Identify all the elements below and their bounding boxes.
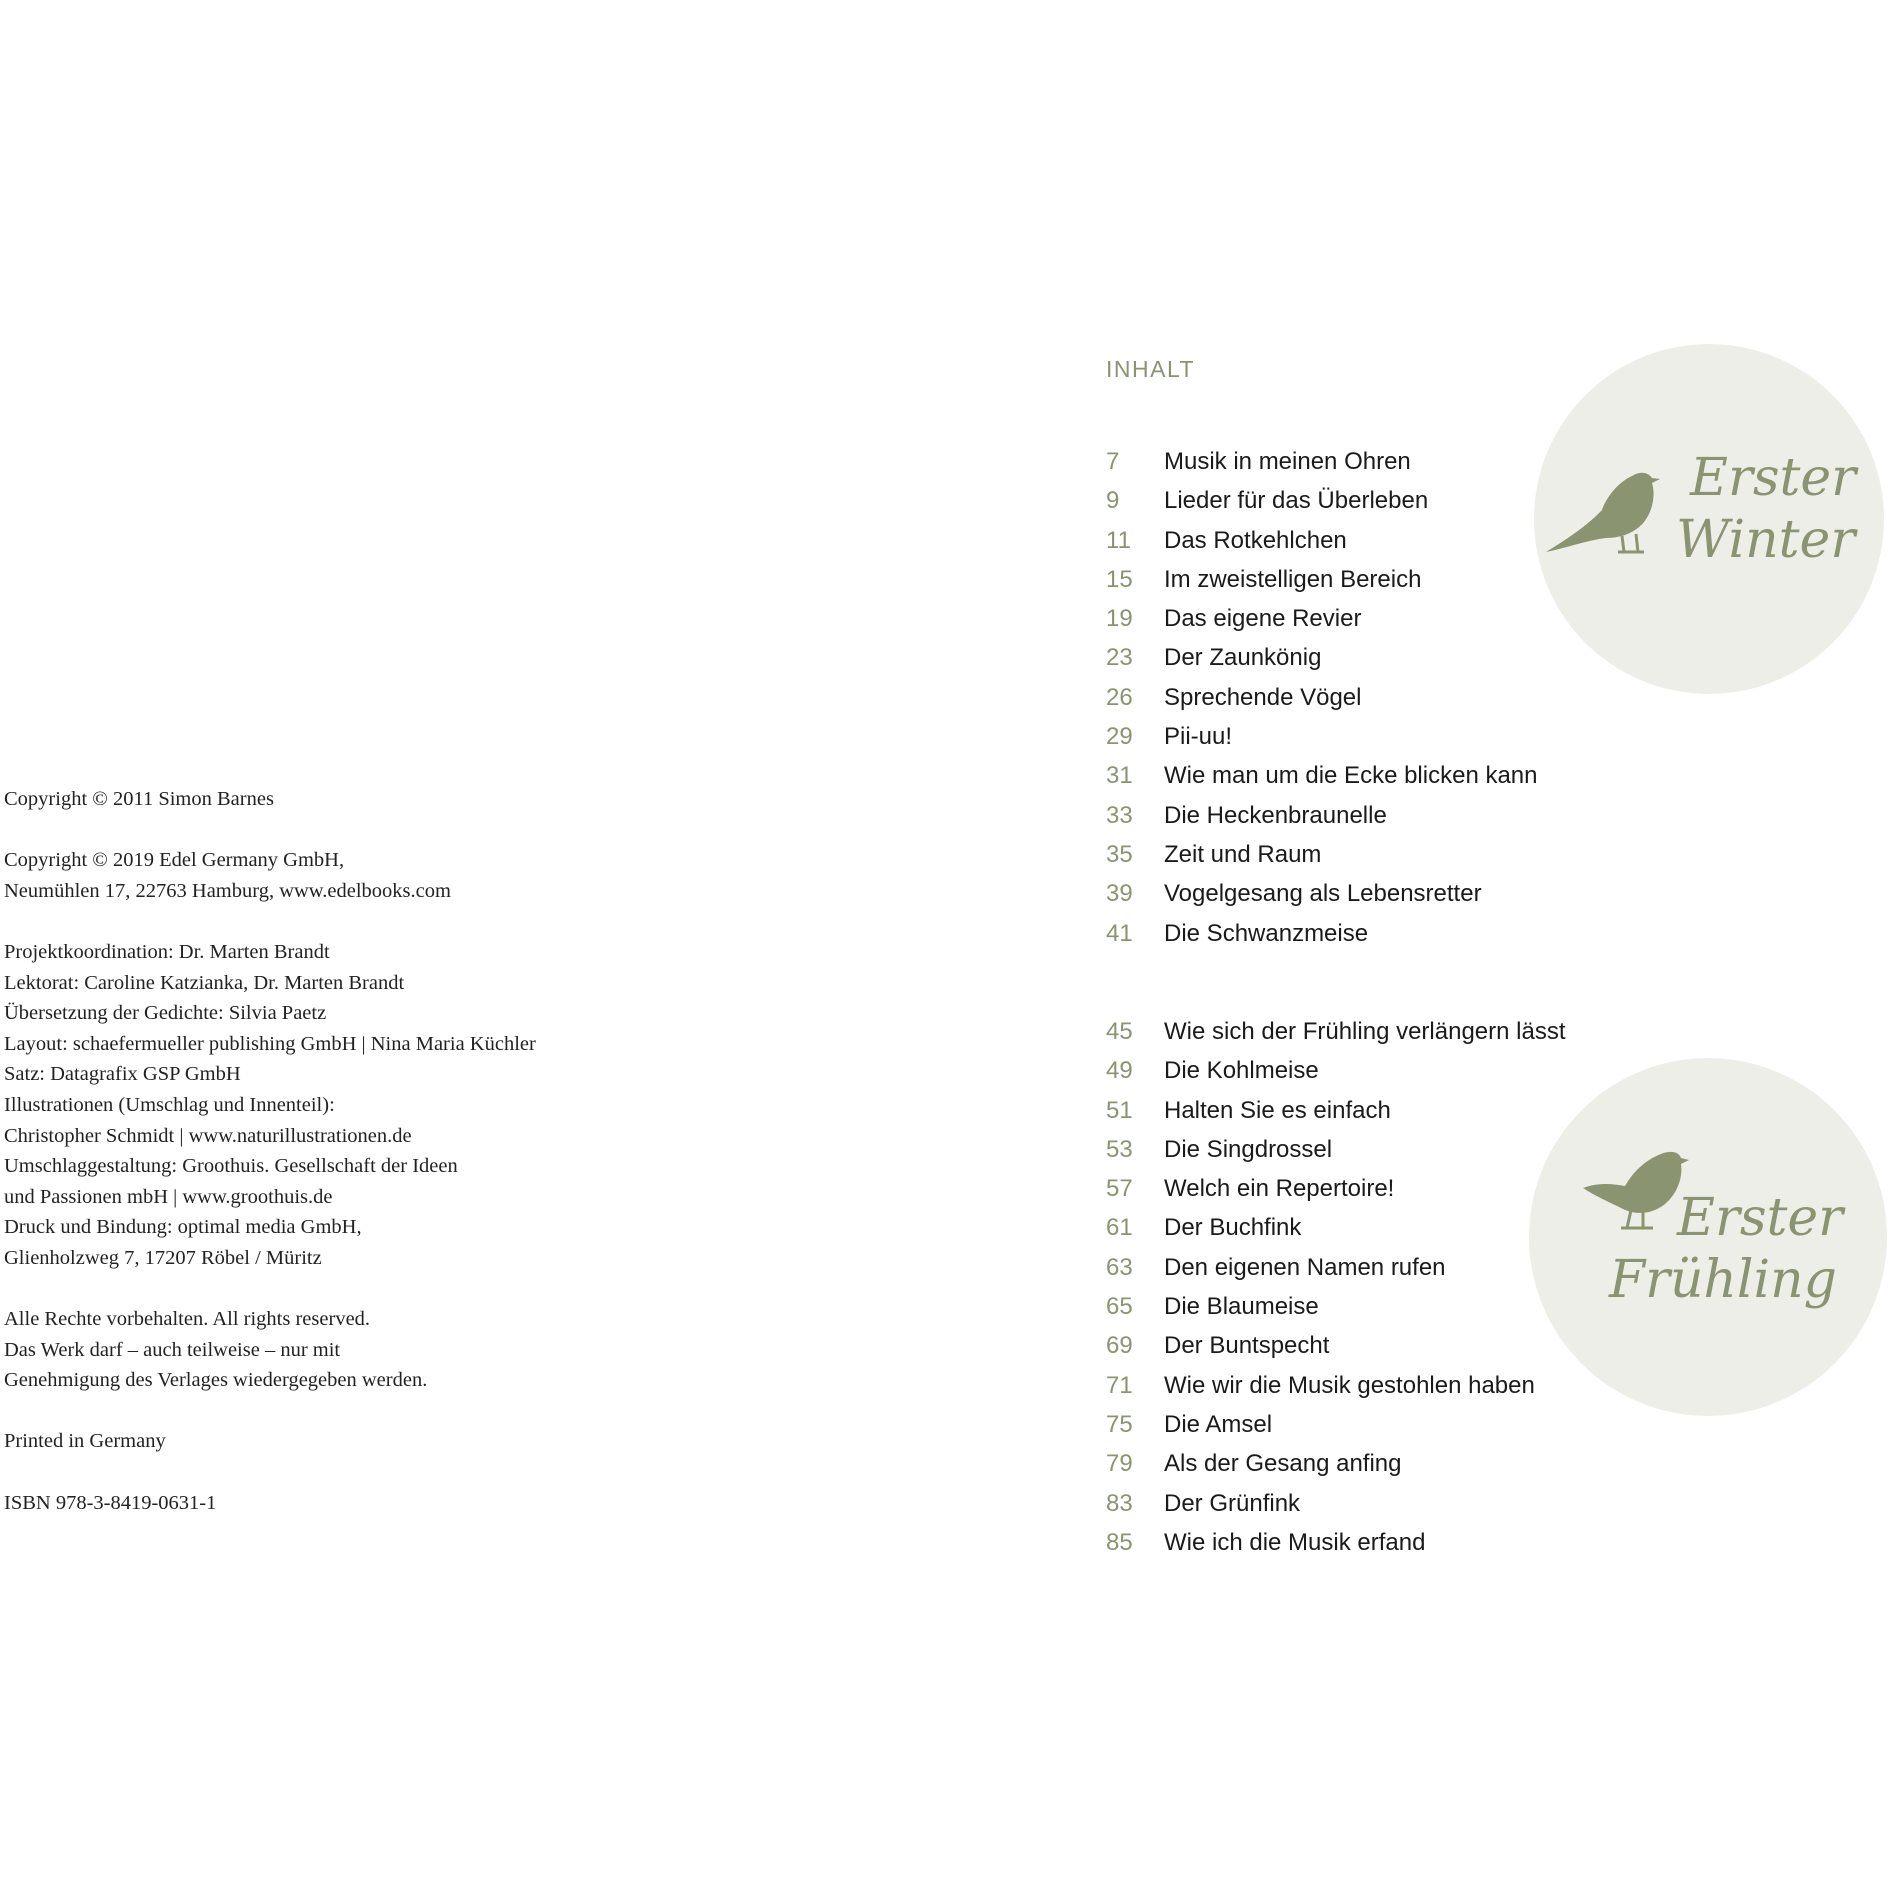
bird-icon — [1544, 466, 1674, 556]
season-badge-winter — [1534, 344, 1884, 694]
toc-entry-title: Welch ein Repertoire! — [1164, 1175, 1395, 1203]
toc-page-number: 75 — [1106, 1410, 1133, 1438]
season-label-line-1: Erster — [1690, 448, 1857, 508]
imprint-line: Übersetzung der Gedichte: Silvia Paetz — [4, 1002, 327, 1025]
toc-entry-title: Der Buntspecht — [1164, 1332, 1330, 1360]
toc-entry-title: Die Heckenbraunelle — [1164, 801, 1387, 829]
toc-entry[interactable] — [1106, 835, 1538, 874]
toc-page-number: 79 — [1106, 1450, 1133, 1478]
toc-entry[interactable] — [1106, 521, 1538, 560]
toc-section-spring — [1106, 1012, 1566, 1562]
season-label-line-2: Frühling — [1609, 1250, 1837, 1310]
toc-entry-title: Der Buchfink — [1164, 1214, 1302, 1242]
toc-entry-title: Die Amsel — [1164, 1410, 1273, 1438]
toc-entry-title: Das Rotkehlchen — [1164, 526, 1347, 554]
toc-page-number: 49 — [1106, 1057, 1133, 1085]
toc-entry-title: Lieder für das Überleben — [1164, 487, 1429, 515]
toc-page-number: 26 — [1106, 683, 1133, 711]
toc-page-number: 7 — [1106, 448, 1120, 475]
toc-entry-title: Zeit und Raum — [1164, 840, 1322, 868]
toc-entry-title: Der Zaunkönig — [1164, 644, 1322, 672]
toc-entry[interactable] — [1106, 914, 1538, 953]
toc-entry[interactable] — [1106, 1051, 1566, 1090]
toc-page-number: 69 — [1106, 1332, 1133, 1360]
imprint-rights — [4, 1304, 624, 1396]
bird-icon — [1581, 1146, 1691, 1236]
toc-entry-title: Wie sich der Frühling verlängern lässt — [1164, 1018, 1566, 1045]
toc-entry-title: Musik in meinen Ohren — [1164, 448, 1411, 475]
imprint-line: Copyright © 2019 Edel Germany GmbH, — [4, 849, 345, 872]
toc-page-number: 57 — [1106, 1175, 1133, 1203]
toc-entry-title: Der Grünfink — [1164, 1489, 1301, 1517]
toc-entry[interactable] — [1106, 1130, 1566, 1169]
toc-page-number: 83 — [1106, 1489, 1133, 1517]
toc-entry[interactable] — [1106, 1287, 1566, 1326]
season-label-line-1: Erster — [1677, 1188, 1844, 1248]
imprint-line: und Passionen mbH | www.groothuis.de — [4, 1185, 333, 1208]
season-badge-spring — [1529, 1058, 1887, 1416]
toc-page-number: 65 — [1106, 1293, 1133, 1321]
toc-entry[interactable] — [1106, 874, 1538, 913]
toc-entry-title: Die Schwanzmeise — [1164, 919, 1369, 947]
toc-entry[interactable] — [1106, 638, 1538, 677]
imprint-line: Illustrationen (Umschlag und Innenteil): — [4, 1093, 335, 1116]
toc-entry[interactable] — [1106, 1523, 1566, 1562]
toc-entry[interactable] — [1106, 1012, 1566, 1051]
toc-entry[interactable] — [1106, 796, 1538, 835]
toc-entry[interactable] — [1106, 1444, 1566, 1483]
toc-entry-title: Im zweistelligen Bereich — [1164, 565, 1422, 593]
toc-page-number: 61 — [1106, 1214, 1133, 1242]
toc-page-number: 51 — [1106, 1096, 1133, 1124]
toc-entry[interactable] — [1106, 1484, 1566, 1523]
imprint-copyright-original — [4, 784, 624, 815]
toc-heading: INHALT — [1106, 356, 1196, 382]
toc-entry[interactable] — [1106, 1248, 1566, 1287]
imprint-block — [4, 784, 624, 1549]
toc-entry[interactable] — [1106, 1366, 1566, 1405]
imprint-line: Printed in Germany — [4, 1430, 166, 1453]
toc-page-number: 33 — [1106, 801, 1133, 829]
imprint-line: Layout: schaefermueller publishing GmbH | Nina Maria Küchler — [4, 1032, 536, 1055]
season-label-line-2: Winter — [1676, 510, 1856, 570]
imprint-line: Projektkoordination: Dr. Marten Brandt — [4, 940, 330, 963]
imprint-line: Genehmigung des Verlages wiedergegeben werden. — [4, 1369, 428, 1392]
toc-page-number: 41 — [1106, 919, 1133, 947]
imprint-line: Das Werk darf – auch teilweise – nur mit — [4, 1338, 341, 1361]
imprint-line: Lektorat: Caroline Katzianka, Dr. Marten Brandt — [4, 971, 405, 994]
toc-entry-title: Die Kohlmeise — [1164, 1057, 1319, 1085]
imprint-printed — [4, 1426, 624, 1457]
toc-entry-title: Vogelgesang als Lebensretter — [1164, 880, 1482, 908]
toc-entry-title: Sprechende Vögel — [1164, 683, 1362, 711]
toc-page-number: 11 — [1106, 526, 1131, 554]
toc-entry[interactable] — [1106, 442, 1538, 481]
imprint-isbn — [4, 1488, 624, 1519]
toc-entry-title: Halten Sie es einfach — [1164, 1096, 1391, 1124]
imprint-line: Satz: Datagrafix GSP GmbH — [4, 1063, 241, 1086]
toc-page-number: 85 — [1106, 1528, 1133, 1556]
toc-entry[interactable] — [1106, 481, 1538, 520]
toc-page-number: 15 — [1106, 565, 1133, 593]
imprint-line: Neumühlen 17, 22763 Hamburg, www.edelbooks.com — [4, 879, 451, 902]
toc-entry-title: Wie wir die Musik gestohlen haben — [1164, 1371, 1535, 1399]
toc-entry[interactable] — [1106, 1091, 1566, 1130]
toc-entry[interactable] — [1106, 1405, 1566, 1444]
toc-page-number: 31 — [1106, 762, 1133, 790]
toc-entry-title: Den eigenen Namen rufen — [1164, 1253, 1446, 1281]
toc-entry-title: Wie man um die Ecke blicken kann — [1164, 762, 1538, 790]
imprint-line: Christopher Schmidt | www.naturillustrationen.de — [4, 1124, 412, 1147]
toc-entry[interactable] — [1106, 560, 1538, 599]
toc-entry-title: Die Singdrossel — [1164, 1135, 1333, 1163]
toc-entry-title: Das eigene Revier — [1164, 605, 1362, 633]
imprint-line: Copyright © 2011 Simon Barnes — [4, 788, 274, 810]
toc-page-number: 53 — [1106, 1135, 1133, 1163]
toc-entry[interactable] — [1106, 1326, 1566, 1365]
toc-entry[interactable] — [1106, 1208, 1566, 1247]
imprint-line: Glienholzweg 7, 17207 Röbel / Müritz — [4, 1246, 322, 1269]
toc-page-number: 35 — [1106, 840, 1133, 868]
toc-page-number: 9 — [1106, 487, 1120, 515]
toc-entry-title: Wie ich die Musik erfand — [1164, 1528, 1426, 1556]
imprint-credits — [4, 937, 624, 1274]
toc-entry-title: Pii-uu! — [1164, 723, 1233, 751]
toc-page-number: 39 — [1106, 880, 1133, 908]
toc-entry[interactable] — [1106, 756, 1538, 795]
toc-page-number: 23 — [1106, 644, 1133, 672]
imprint-copyright-edition — [4, 845, 624, 906]
toc-entry[interactable] — [1106, 678, 1538, 717]
toc-entry[interactable] — [1106, 717, 1538, 756]
imprint-line: Umschlaggestaltung: Groothuis. Gesellschaft der Ideen — [4, 1155, 458, 1178]
toc-page-number: 71 — [1106, 1371, 1133, 1399]
imprint-line: Druck und Bindung: optimal media GmbH, — [4, 1216, 362, 1239]
toc-entry-title: Die Blaumeise — [1164, 1293, 1319, 1321]
toc-entry[interactable] — [1106, 599, 1538, 638]
toc-section-winter — [1106, 442, 1538, 953]
toc-page-number: 29 — [1106, 723, 1133, 751]
toc-page-number: 63 — [1106, 1253, 1133, 1281]
toc-entry[interactable] — [1106, 1169, 1566, 1208]
toc-page-number: 19 — [1106, 605, 1133, 633]
imprint-line: ISBN 978-3-8419-0631-1 — [4, 1491, 217, 1514]
imprint-line: Alle Rechte vorbehalten. All rights reserved. — [4, 1308, 371, 1331]
toc-page-number: 45 — [1106, 1018, 1133, 1045]
toc-entry-title: Als der Gesang anfing — [1164, 1450, 1402, 1478]
